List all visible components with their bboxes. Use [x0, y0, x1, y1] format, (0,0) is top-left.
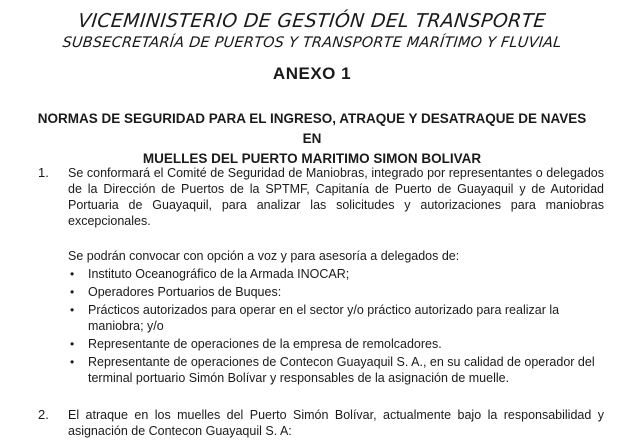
- list-item: • Representante de operaciones de la empresa de remolcadores.: [70, 337, 442, 351]
- bullet-icon: •: [70, 267, 75, 281]
- advisory-intro: Se podrán convocar con opción a voz y para asesoría a delegados de:: [68, 249, 460, 263]
- bullet-icon: •: [70, 355, 75, 369]
- item-number: 1.: [38, 165, 49, 180]
- list-item: • Prácticos autorizados para operar en el sector y/o práctico autorizado para realizar la maniobra; y/o: [70, 303, 560, 333]
- item-number: 2.: [38, 407, 49, 422]
- annex-title: ANEXO 1: [272, 64, 352, 83]
- ministry-heading: VICEMINISTERIO DE GESTIÓN DEL TRANSPORTE: [77, 10, 547, 32]
- bullet-icon: •: [70, 337, 75, 351]
- list-item: • Operadores Portuarios de Buques:: [70, 285, 282, 299]
- advisory-list: [68, 266, 604, 388]
- item-paragraph: El atraque en los muelles del Puerto Simón Bolívar, actualmente bajo la responsabilidad y asignación de Contecon Guayaquil S. A:: [68, 408, 604, 438]
- item-paragraph: Se conformará el Comité de Seguridad de Maniobras, integrado por representantes o delegados de la Dirección de Puertos de la SPTMF, Capitanía de Puerto de Guayaquil y de Autoridad Portuaria de Guayaquil, para analizar las solicitudes y autorizaciones para maniobras excepcionales.: [68, 166, 604, 228]
- bullet-icon: •: [70, 303, 75, 317]
- bullet-icon: •: [70, 285, 75, 299]
- subtitle-line-1: NORMAS DE SEGURIDAD PARA EL INGRESO, ATRAQUE Y DESATRAQUE DE NAVES EN: [37, 111, 587, 146]
- list-item: • Instituto Oceanográfico de la Armada INOCAR;: [70, 267, 350, 281]
- document-subtitle: [30, 109, 594, 169]
- subsecretariat-heading: SUBSECRETARÍA DE PUERTOS Y TRANSPORTE MARÍTIMO Y FLUVIAL: [61, 35, 563, 51]
- subtitle-line-2: MUELLES DEL PUERTO MARITIMO SIMON BOLIVAR: [142, 151, 482, 166]
- list-item: • Representante de operaciones de Contecon Guayaquil S. A., en su calidad de operador del terminal portuario Simón Bolívar y responsables de la asignación de muelle.: [70, 355, 595, 385]
